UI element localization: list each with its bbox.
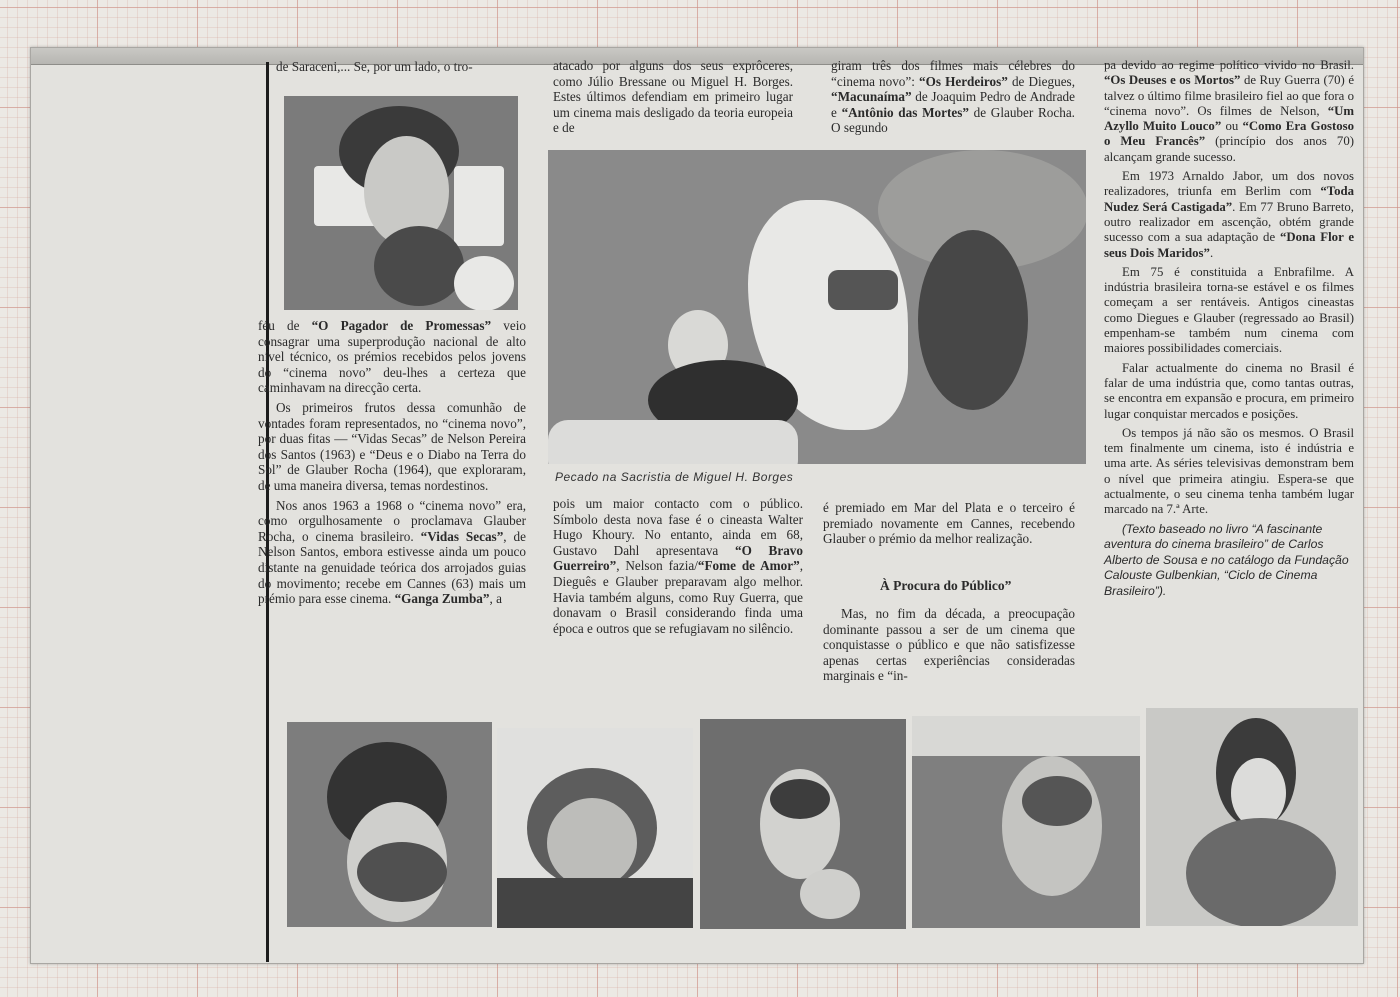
film-title: “Vidas Secas”: [420, 528, 504, 544]
film-title: “Um Azyllo Muito Louco”: [1104, 103, 1354, 134]
text: , a: [489, 591, 502, 607]
text: pa devido ao regime político vivido no Brasil.: [1104, 58, 1354, 72]
text: , Dieguês e Glauber preparavam algo melhor. Havia também alguns, como Ruy Guerra, que donavam o Brasil considerando finda uma época e outros que se refugiavam no silêncio.: [553, 558, 803, 636]
film-still-photo: [548, 150, 1086, 464]
column-4: [1104, 58, 1354, 603]
film-title: “Os Herdeiros”: [919, 73, 1008, 89]
col4-paragraph-4: Falar actualmente do cinema no Brasil é falar de uma indústria que, como tantas outras, se encontra em expansão e procura, em primeiro lugar conquistar mercados e posições.: [1104, 360, 1354, 421]
text: pois um maior contacto com o público. Símbolo desta nova fase é o cineasta Walter Hugo Khoury. No entanto, ainda em 68, Gustavo Dahl apresentava: [553, 496, 803, 558]
film-title: “Toda Nudez Será Castigada”: [1104, 184, 1354, 214]
text: (princípio dos anos 70) alcançam grande sucesso.: [1104, 134, 1354, 164]
col4-paragraph-5: Os tempos já não são os mesmos. O Brasil tem finalmente um cinema, isto é indústria e uma arte. As séries televisivas demonstram bem o nível que primeira atingiu. Espera-se que actualmente, o seu cinema tenha também lugar marcado na 7.ª Arte.: [1104, 425, 1354, 517]
portrait-photo: [284, 96, 518, 310]
film-title: “Ganga Zumba”: [394, 591, 490, 607]
col3-bottom-paragraph-1: é premiado em Mar del Plata e o terceiro é premiado novamente em Cannes, recebendo Glauber o prémio da melhor realização.: [823, 500, 1075, 547]
col4-paragraph-1: [1104, 58, 1354, 165]
text: de Ruy Guerra (70) é talvez o último filme brasileiro fiel ao que fora o “cinema novo”. Os filmes de Nelson,: [1104, 73, 1355, 118]
film-title: “Antônio das Mortes”: [841, 104, 969, 120]
text: de Joaquim Pedro de Andrade e: [831, 89, 1075, 120]
col1-top-line: de Saraceni,... Se, por um lado, o tro-: [276, 59, 473, 74]
film-title: “Os Deuses e os Mortos”: [1104, 73, 1241, 88]
text: Nos anos 1963 a 1968 o “cinema novo” era, como orgulhosamente o proclamava Glauber Rocha, o cinema brasileiro.: [258, 497, 526, 544]
col4-paragraph-2: [1104, 169, 1354, 261]
col2-top-paragraph: atacado por alguns dos seus exprôceres, como Júlio Bressane ou Miguel H. Borges. Estes últimos defendiam em primeiro lugar um cinema mais desligado da teoria europeia e de: [553, 58, 793, 136]
source-note: (Texto baseado no livro “A fascinante aventura do cinema brasileiro” de Carlos Alberto de Sousa e no catálogo da Fundação Calouste Gulbenkian, “Ciclo de Cinema Brasileiro”).: [1104, 521, 1349, 598]
column-2-bottom: [553, 496, 803, 640]
film-title: “O Pagador de Promessas”: [311, 318, 492, 333]
column-1-top: [276, 59, 522, 79]
text: , de Nelson Santos, embora estivesse ainda um pouco distante na genuidade teórica dos arrojados guias do movimento; recebe em Cannes (63) mais um prémio para esse cinema.: [258, 528, 527, 607]
text: giram três dos filmes mais célebres do “cinema novo”:: [831, 58, 1075, 89]
film-title: “Dona Flor e seus Dois Maridos”: [1104, 230, 1354, 260]
column-3-bottom: [823, 500, 1075, 551]
text: veio consagrar uma superprodução nacional de alto nível técnico, os prémios recebidos pelos jovens do “cinema novo” deu-lhes a certeza que caminhavam na direcção certa.: [258, 318, 526, 396]
col1-paragraph-3: [258, 498, 526, 607]
col3-top-paragraph: [831, 58, 1075, 136]
photo-caption: Pecado na Sacristia de Miguel H. Borges: [555, 470, 794, 484]
col1-paragraph-2: Os primeiros frutos dessa comunhão de vontades foram representados, no “cinema novo”, por duas fitas — “Vidas Secas” de Nelson Pereira dos Santos (1963) e “Deus e o Diabo na Terra do Sol” de Glauber Rocha (1964), que exploraram, de uma maneira diversa, temas nordestinos.: [258, 399, 526, 493]
film-title: “O Bravo Guerreiro”: [553, 542, 803, 574]
portrait-photo: [287, 722, 492, 927]
film-title: “Fome de Amor”: [697, 558, 800, 574]
portrait-photo: [912, 716, 1140, 928]
column-2-top: [553, 58, 793, 140]
section-heading: À Procura do Público”: [880, 578, 1012, 593]
text: de Diegues,: [1007, 73, 1075, 89]
column-3-top: [831, 58, 1075, 140]
film-title: “Macunaíma”: [831, 89, 912, 105]
text: , Nelson fazia/: [616, 558, 698, 574]
col4-paragraph-3: Em 75 é constituida a Enbrafilme. A indústria brasileira torna-se estável e os filmes começam a ser rentáveis. Antigos cineastas como Diegues e Glauber (regressado ao Brasil) empenham-se também num cinema com maiores possibilidades comerciais.: [1104, 264, 1354, 356]
text: . Em 77 Bruno Barreto, outro realizador em ascenção, obtém grande sucesso com a sua adaptação de: [1104, 199, 1354, 245]
text: ou: [1221, 119, 1243, 134]
col2-bottom-paragraph: [553, 496, 803, 636]
text: Em 1973 Arnaldo Jabor, um dos novos realizadores, triunfa em Berlim com: [1104, 169, 1354, 199]
text: féu de: [258, 318, 312, 333]
film-title: “Como Era Gostoso o Meu Francês”: [1104, 119, 1354, 149]
text: .: [1209, 245, 1214, 260]
text: de Glauber Rocha. O segundo: [831, 104, 1075, 136]
column-3-after-heading: [823, 606, 1075, 688]
col1-paragraph-1: [258, 318, 526, 396]
column-1: [258, 318, 526, 611]
portrait-photo: [1146, 708, 1358, 926]
portrait-photo: [700, 719, 906, 929]
portrait-photo: [497, 728, 693, 928]
col3-bottom-paragraph-2: Mas, no fim da década, a preocupação dominante passou a ser de um cinema que conquistasse o público e que não satisfizesse apenas certas experiências consideradas marginais e “in-: [823, 606, 1075, 684]
